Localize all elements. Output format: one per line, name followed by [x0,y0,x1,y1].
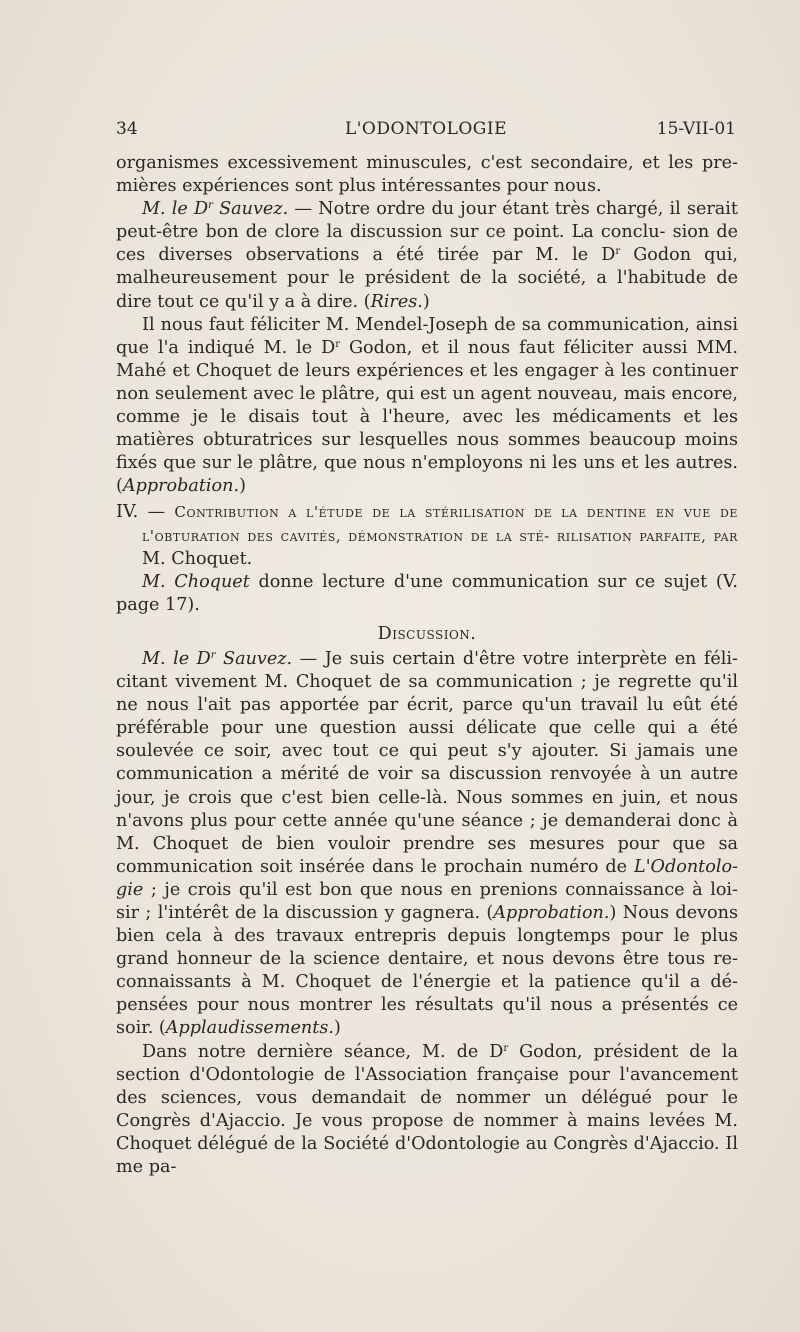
section-iv-heading: IV. — Contribution a l'étude de la stérilisation de la dentine en vue de l'obturation des cavités, démonstration de la sté- rilisation parfaite, par M. Choquet. [116,502,738,569]
paragraph-final: Dans notre dernière séance, M. de $D^r$ Godon, président de la section d'Odontologie de l'Association française pour l'avancement des sciences, vous demandait de nommer un délégué pour le Congrès d'Ajaccio. Je vous propose de nommer à mains levées M. Choquet délégué de la Société d'Odontologie au Congrès d'Ajaccio. Il me pa- [116,1041,738,1178]
issue-date: 15-VII-01 [656,119,736,139]
paragraph-sauvez-1: M. le $D^r$ Sauvez. — Notre ordre du jour étant très chargé, il serait peut-être bon de clore la discussion sur ce point. La conclu- sion de ces diverses observations a été tirée par M. le $D^r$ Godon qui, malheureusement pour le président de la société, a l'habitude de dire tout ce qu'il y a à dire. (Rires.) [116,199,738,312]
paragraph-choquet: M. Choquet donne lecture d'une communication sur ce sujet (V. page 17). [116,571,738,615]
page-number: 34 [116,119,138,139]
text-body [116,152,738,1179]
paragraph-discussion: M. le $D^r$ Sauvez. — Je suis certain d'être votre interprète en féli- citant vivement M. Choquet de sa communication ; je regrette qu'il ne nous l'ait pas apportée par écrit, parce qu'un travail lu eût été préférable pour une question aussi délicate que celle qui a été soulevée ce soir, avec tout ce qui peut s'y ajouter. Si jamais une communication a mérité de voir sa discussion renvoyée à un autre jour, je crois que c'est bien celle-là. Nous sommes en juin, et nous n'avons plus pour cette année qu'une séance ; je demanderai donc à M. Choquet de bien vouloir prendre ses mesures pour que sa communication soit insérée dans le prochain numéro de L'Odontolo- gie ; je crois qu'il est bon que nous en prenions connaissance à loi- sir ; l'intérêt de la discussion y gagnera. (Approbation.) Nous devons bien cela à des travaux entrepris depuis longtemps pour le plus grand honneur de la science dentaire, et nous devons être tous re- connaissants à M. Choquet de l'énergie et la patience qu'il a dé- pensées pour nous montrer les résultats qu'il nous a présentés ce soir. (Applaudissements.) [116,648,738,1039]
paragraph-felicitations: Il nous faut féliciter M. Mendel-Joseph de sa communication, ainsi que l'a indiqué M. le $D^r$ Godon, et il nous faut féliciter aussi MM. Mahé et Choquet de leurs expériences et les engager à les continuer non seulement avec le plâtre, qui est un agent nouveau, mais encore, comme je le disais tout à l'heure, avec les médicaments et les matières obturatrices sur lesquelles nous sommes beaucoup moins fixés que sur le plâtre, que nous n'employons ni les uns et les autres. (Approbation.) [116,314,739,497]
discussion-heading: Discussion. [377,623,477,644]
speaker-name: M. le $D^r$ Sauvez. [142,199,289,220]
running-header [116,119,736,143]
paragraph-continuation: organismes excessivement minuscules, c'est secondaire, et les pre- mières expériences sont plus intéressantes pour nous. [116,153,738,197]
journal-title: L'ODONTOLOGIE [344,119,508,139]
speaker-name: M. le $D^r$ Sauvez. [142,648,293,669]
